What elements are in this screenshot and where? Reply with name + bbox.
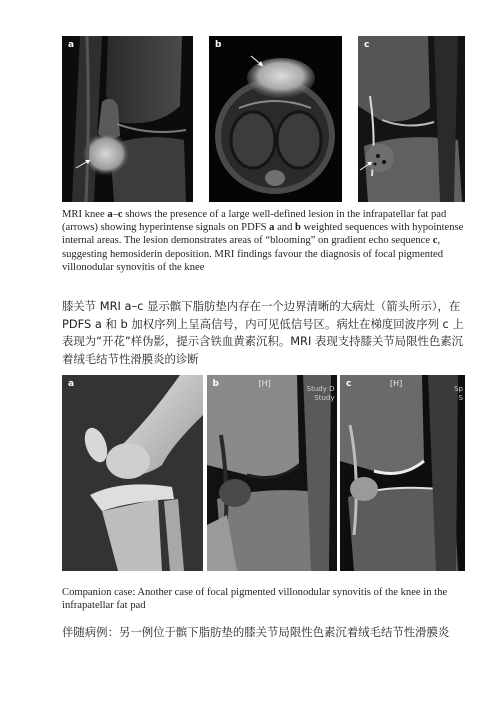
corner-annotation: Study D Study (306, 385, 335, 402)
sequence-tag: [H] (258, 379, 271, 388)
figure-1-images (62, 36, 465, 202)
sagittal-t1-image (207, 375, 337, 571)
mri-panel-b (207, 375, 337, 571)
panel-label: c (364, 40, 370, 50)
figure-1-caption-zh: 膝关节 MRI a–c 显示髌下脂肪垫内存在一个边界清晰的大病灶（箭头所示），在 PDFS a 和 b 加权序列上呈高信号，内可见低信号区。病灶在梯度回波序列 c 上表现为“开花”样伪影，提示含铁血黄素沉积。MRI 表现支持膝关节局限性色素沉着绒毛结节性滑膜炎的诊断 (62, 299, 464, 366)
panel-label: b (212, 379, 219, 389)
corner-annotation: Sp S (454, 385, 463, 402)
sagittal-gre-image (358, 36, 465, 202)
figure-2-caption-en: Companion case: Another case of focal pigmented villonodular synovitis of the knee in the infrapatellar fat pad (62, 587, 448, 612)
figure-2-images (62, 375, 465, 571)
sequence-tag: [H] (390, 379, 403, 388)
lateral-xray-image (62, 375, 203, 571)
panel-label: a (68, 379, 75, 389)
mri-panel-c (340, 375, 465, 571)
sagittal-fatsat-image (340, 375, 465, 571)
axial-mri-image (209, 36, 342, 202)
mri-panel-c (358, 36, 465, 202)
mri-panel-a (62, 36, 193, 202)
xray-panel-a (62, 375, 203, 571)
panel-label: a (68, 40, 75, 50)
sagittal-mri-image (62, 36, 193, 202)
panel-label: c (346, 379, 352, 389)
figure-1-caption-en: MRI knee a–c shows the presence of a large well-defined lesion in the infrapatellar fat pad (arrows) showing hyperintense signals on PDFS a and b weighted sequences with hypointense internal areas. The lesion demonstrates areas of “blooming” on gradient echo sequence c, suggesting hemosiderin deposition. MRI findings favour the diagnosis of focal pigmented villonodular synovitis of the knee (62, 209, 464, 273)
mri-panel-b (209, 36, 342, 202)
figure-2-caption-zh: 伴随病例：另一例位于髌下脂肪垫的膝关节局限性色素沉着绒毛结节性滑膜炎 (62, 625, 450, 639)
panel-label: b (215, 40, 222, 50)
